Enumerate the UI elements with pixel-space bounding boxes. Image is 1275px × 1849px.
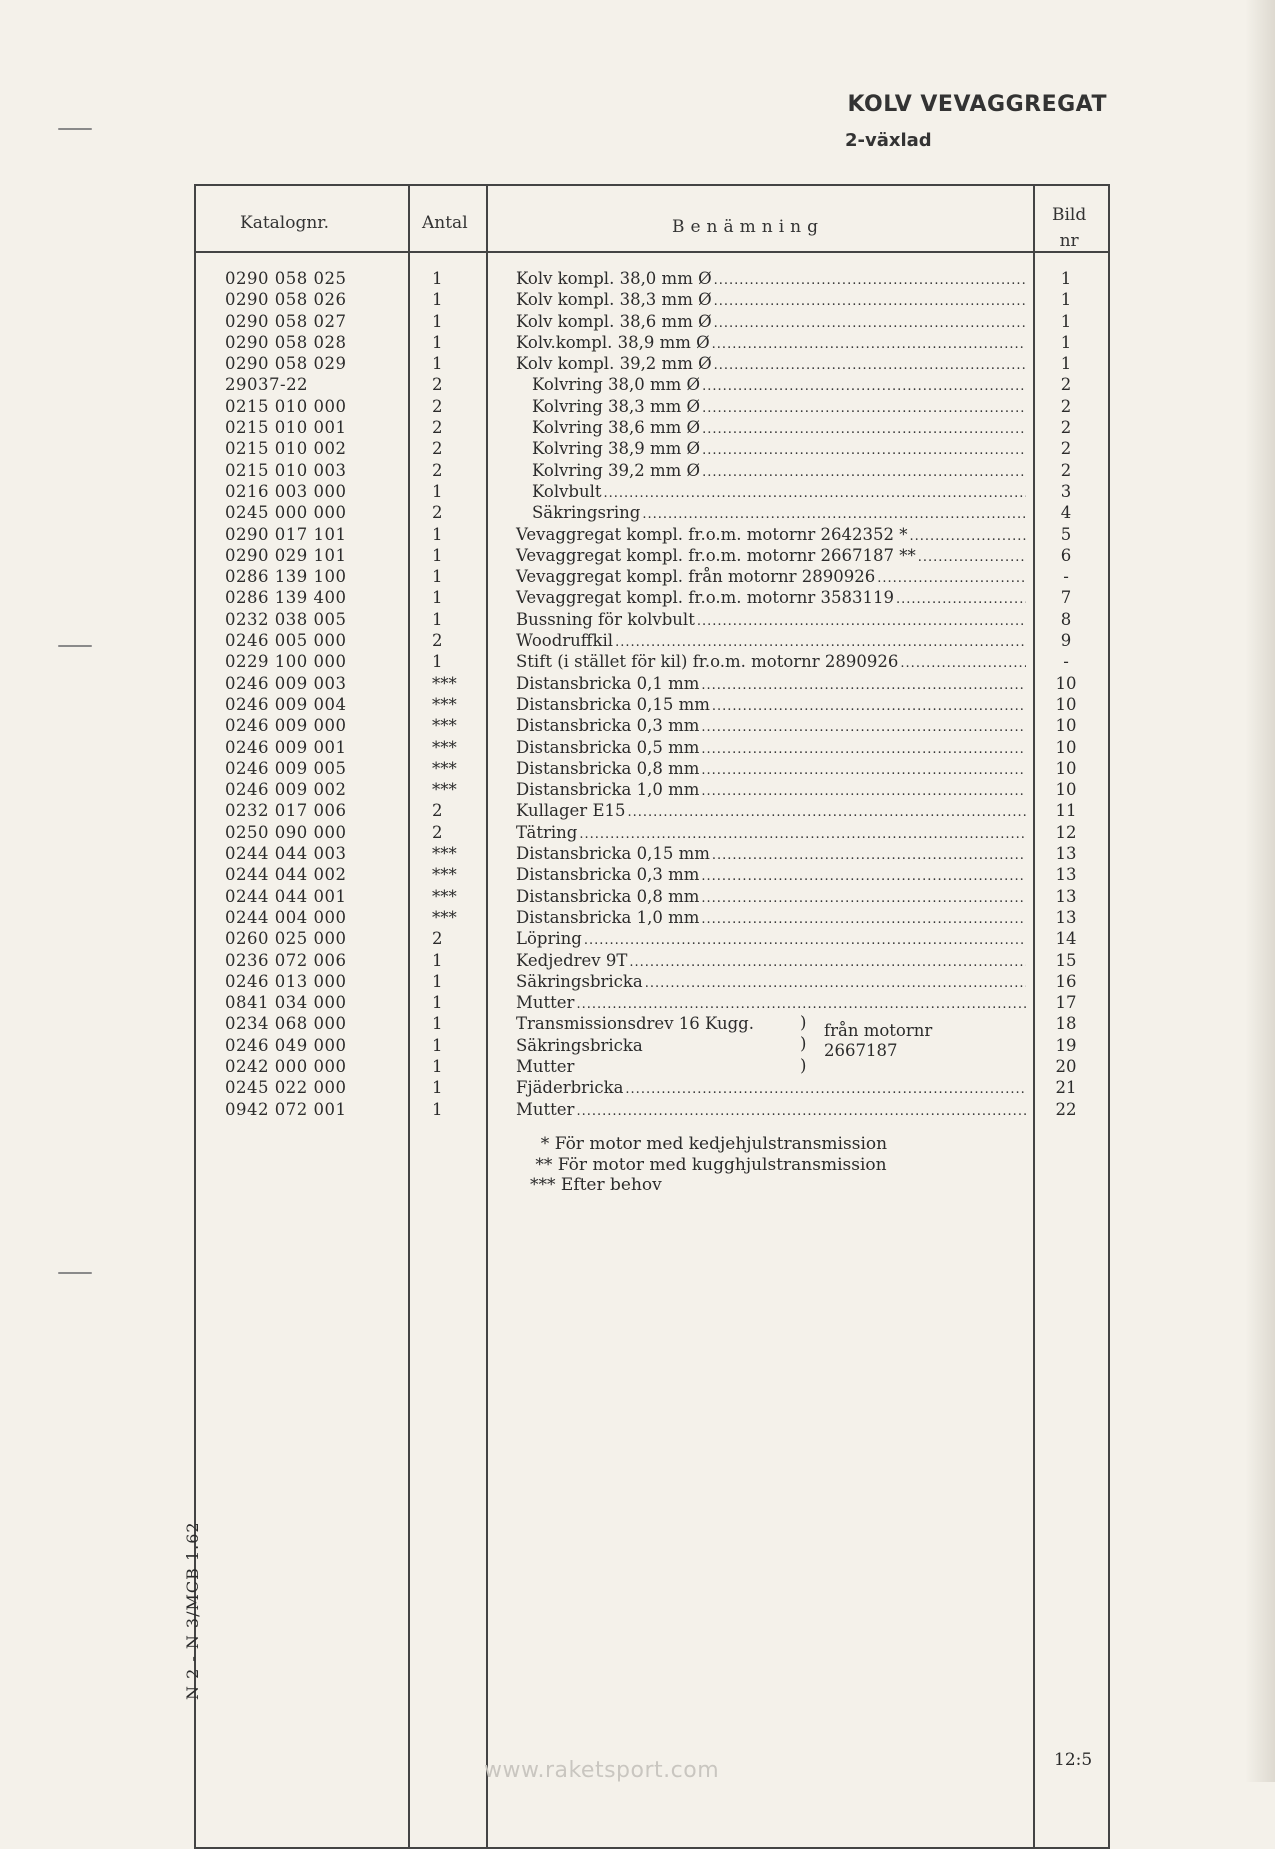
cell-benamning-text: Kolv.kompl. 38,9 mm Ø bbox=[516, 332, 710, 352]
cell-benamning bbox=[516, 950, 1026, 973]
table-row bbox=[0, 758, 1275, 779]
cell-katalognr: 0229 100 000 bbox=[225, 652, 347, 672]
leader-dots bbox=[712, 334, 1026, 355]
cell-benamning bbox=[516, 907, 1026, 930]
cell-bild-nr: 1 bbox=[1060, 354, 1072, 374]
column-header-bild-line2: nr bbox=[1059, 231, 1079, 251]
table-row bbox=[0, 1077, 1275, 1098]
cell-benamning bbox=[532, 417, 1026, 440]
cell-benamning bbox=[516, 311, 1026, 334]
cell-benamning-text: Distansbricka 1,0 mm bbox=[516, 780, 700, 800]
cell-katalognr: 0246 005 000 bbox=[225, 631, 347, 651]
table-row bbox=[0, 737, 1275, 758]
leader-dots bbox=[702, 398, 1026, 419]
cell-katalognr: 0841 034 000 bbox=[225, 993, 347, 1013]
cell-katalognr: 0242 000 000 bbox=[225, 1056, 347, 1076]
cell-katalognr: 0246 009 000 bbox=[225, 716, 347, 736]
leader-dots bbox=[712, 845, 1026, 866]
cell-benamning bbox=[516, 800, 1026, 823]
cell-antal: 2 bbox=[432, 801, 443, 821]
cell-benamning-text: Kolvring 39,2 mm Ø bbox=[532, 460, 701, 480]
cell-benamning bbox=[516, 992, 1026, 1015]
cell-bild-nr: 22 bbox=[1055, 1099, 1077, 1119]
cell-bild-nr: 1 bbox=[1060, 290, 1072, 310]
cell-katalognr: 0260 025 000 bbox=[225, 929, 347, 949]
cell-benamning-text: Stift (i stället för kil) fr.o.m. motornr 2890926 bbox=[516, 652, 899, 672]
leader-dots bbox=[627, 802, 1026, 823]
cell-antal: 2 bbox=[432, 822, 443, 842]
cell-antal: 1 bbox=[432, 971, 443, 991]
cell-benamning bbox=[516, 715, 1026, 738]
cell-bild-nr: 1 bbox=[1060, 332, 1072, 352]
cell-katalognr: 0244 044 001 bbox=[225, 886, 347, 906]
cell-benamning bbox=[532, 460, 1026, 483]
cell-bild-nr: 14 bbox=[1055, 929, 1077, 949]
cell-bild-nr: 19 bbox=[1055, 1035, 1077, 1055]
cell-bild-nr: 10 bbox=[1055, 780, 1077, 800]
cell-katalognr: 0246 009 002 bbox=[225, 780, 347, 800]
cell-antal: 2 bbox=[432, 396, 443, 416]
leader-dots bbox=[701, 909, 1026, 930]
cell-bild-nr: 10 bbox=[1055, 716, 1077, 736]
table-row bbox=[0, 907, 1275, 928]
cell-benamning bbox=[516, 822, 1026, 845]
cell-antal: 1 bbox=[432, 993, 443, 1013]
cell-benamning bbox=[516, 609, 1026, 632]
column-header-bild bbox=[1052, 202, 1086, 254]
cell-benamning-text: Mutter bbox=[516, 993, 575, 1013]
leader-dots bbox=[697, 611, 1026, 632]
cell-bild-nr: 20 bbox=[1055, 1056, 1077, 1076]
leader-dots bbox=[584, 930, 1026, 951]
cell-antal: 1 bbox=[432, 290, 443, 310]
cell-benamning bbox=[516, 694, 1026, 717]
table-row bbox=[0, 630, 1275, 651]
bracket-note-line1: från motornr bbox=[824, 1021, 933, 1040]
cell-benamning bbox=[516, 268, 1026, 291]
cell-bild-nr: 8 bbox=[1060, 609, 1072, 629]
cell-benamning-text: Vevaggregat kompl. från motornr 2890926 bbox=[516, 567, 876, 587]
cell-benamning-text: Kolvring 38,3 mm Ø bbox=[532, 396, 701, 416]
cell-benamning bbox=[516, 864, 1026, 887]
cell-benamning bbox=[516, 630, 1026, 653]
cell-katalognr: 0246 009 003 bbox=[225, 673, 347, 693]
cell-antal: *** bbox=[432, 716, 457, 736]
table-row bbox=[0, 460, 1275, 481]
cell-katalognr: 0246 009 004 bbox=[225, 694, 347, 714]
cell-bild-nr: 10 bbox=[1055, 758, 1077, 778]
table-row bbox=[0, 502, 1275, 523]
cell-antal: 1 bbox=[432, 1035, 443, 1055]
cell-antal: 1 bbox=[432, 481, 443, 501]
cell-benamning-text: Distansbricka 0,8 mm bbox=[516, 886, 700, 906]
cell-benamning bbox=[532, 438, 1026, 461]
cell-antal: 1 bbox=[432, 609, 443, 629]
cell-benamning bbox=[532, 374, 1026, 397]
cell-bild-nr: 15 bbox=[1055, 950, 1077, 970]
cell-benamning bbox=[516, 524, 1026, 547]
cell-benamning-text: Kolvring 38,6 mm Ø bbox=[532, 418, 701, 438]
table-row bbox=[0, 651, 1275, 672]
cell-katalognr: 0246 013 000 bbox=[225, 971, 347, 991]
cell-bild-nr: 16 bbox=[1055, 971, 1077, 991]
cell-benamning bbox=[516, 289, 1026, 312]
cell-antal: 1 bbox=[432, 524, 443, 544]
cell-antal: 1 bbox=[432, 545, 443, 565]
table-row bbox=[0, 545, 1275, 566]
cell-antal: *** bbox=[432, 886, 457, 906]
cell-bild-nr: 1 bbox=[1060, 269, 1072, 288]
table-row bbox=[0, 779, 1275, 800]
cell-benamning bbox=[516, 566, 1026, 589]
cell-bild-nr: 12 bbox=[1055, 822, 1077, 842]
cell-katalognr: 0246 009 001 bbox=[225, 737, 347, 757]
cell-bild-nr: 11 bbox=[1055, 801, 1077, 821]
cell-antal: 1 bbox=[432, 1056, 443, 1076]
cell-bild-nr: 18 bbox=[1055, 1014, 1077, 1034]
cell-benamning bbox=[532, 481, 1026, 504]
cell-benamning bbox=[532, 502, 1026, 525]
leader-dots bbox=[900, 653, 1026, 674]
cell-antal: 2 bbox=[432, 439, 443, 459]
cell-antal: *** bbox=[432, 737, 457, 757]
table-row bbox=[0, 289, 1275, 310]
cell-benamning-text: Tätring bbox=[516, 822, 578, 842]
cell-benamning-text: Distansbricka 0,3 mm bbox=[516, 716, 700, 736]
cell-benamning-text: Säkringsbricka bbox=[516, 1035, 643, 1055]
cell-katalognr: 0244 044 002 bbox=[225, 865, 347, 885]
leader-dots bbox=[910, 526, 1026, 547]
cell-antal: *** bbox=[432, 780, 457, 800]
cell-katalognr: 0215 010 002 bbox=[225, 439, 347, 459]
leader-dots bbox=[702, 440, 1026, 461]
cell-bild-nr: 17 bbox=[1055, 993, 1077, 1013]
column-header-bild-line1: Bild bbox=[1052, 205, 1087, 225]
cell-katalognr: 0215 010 003 bbox=[225, 460, 347, 480]
column-header-katalognr: Katalognr. bbox=[240, 213, 329, 233]
table-row bbox=[0, 694, 1275, 715]
cell-antal: 2 bbox=[432, 418, 443, 438]
cell-katalognr: 0286 139 400 bbox=[225, 588, 347, 608]
cell-katalognr: 0942 072 001 bbox=[225, 1099, 347, 1119]
cell-katalognr: 0290 058 025 bbox=[225, 269, 347, 288]
cell-benamning-text: Kolvbult bbox=[532, 481, 602, 501]
cell-benamning-text: Transmissionsdrev 16 Kugg. bbox=[516, 1014, 754, 1034]
page-title: KOLV VEVAGGREGAT bbox=[847, 92, 1107, 117]
cell-benamning-text: Bussning för kolvbult bbox=[516, 609, 695, 629]
leader-dots bbox=[702, 462, 1026, 483]
cell-benamning bbox=[516, 1013, 1026, 1034]
cell-benamning-text: Löpring bbox=[516, 929, 582, 949]
cell-benamning-text: Distansbricka 0,15 mm bbox=[516, 694, 710, 714]
footnote: * För motor med kedjehjulstransmission bbox=[530, 1134, 888, 1154]
cell-benamning-text: Distansbricka 1,0 mm bbox=[516, 907, 700, 927]
cell-antal: 1 bbox=[432, 1078, 443, 1098]
cell-katalognr: 0290 058 026 bbox=[225, 290, 347, 310]
cell-benamning-text: Vevaggregat kompl. fr.o.m. motornr 3583119 bbox=[516, 588, 895, 608]
cell-bild-nr: 2 bbox=[1060, 375, 1072, 395]
table-body bbox=[0, 268, 1275, 1120]
table-row bbox=[0, 374, 1275, 395]
cell-antal: 1 bbox=[432, 269, 443, 288]
table-row bbox=[0, 396, 1275, 417]
leader-dots bbox=[714, 355, 1026, 376]
cell-benamning bbox=[516, 332, 1026, 355]
leader-dots bbox=[712, 696, 1026, 717]
cell-benamning-text: Kolvring 38,0 mm Ø bbox=[532, 375, 701, 395]
table-row bbox=[0, 268, 1275, 289]
leader-dots bbox=[701, 675, 1026, 696]
table-row bbox=[0, 587, 1275, 608]
cell-katalognr: 0216 003 000 bbox=[225, 481, 347, 501]
leader-dots bbox=[701, 781, 1026, 802]
cell-benamning-text: Mutter bbox=[516, 1056, 575, 1076]
cell-benamning-text: Kolvring 38,9 mm Ø bbox=[532, 439, 701, 459]
table-row bbox=[0, 353, 1275, 374]
table-row bbox=[0, 822, 1275, 843]
cell-antal: 1 bbox=[432, 332, 443, 352]
table-row bbox=[0, 715, 1275, 736]
leader-dots bbox=[701, 760, 1026, 781]
table-row bbox=[0, 673, 1275, 694]
cell-benamning bbox=[516, 651, 1026, 674]
cell-bild-nr: 2 bbox=[1060, 460, 1072, 480]
cell-benamning bbox=[516, 1099, 1026, 1122]
cell-benamning bbox=[516, 673, 1026, 696]
cell-antal: 1 bbox=[432, 950, 443, 970]
cell-antal: 2 bbox=[432, 503, 443, 523]
leader-dots bbox=[701, 866, 1026, 887]
leader-dots bbox=[615, 632, 1026, 653]
cell-benamning bbox=[516, 971, 1026, 994]
cell-benamning bbox=[532, 396, 1026, 419]
cell-antal: 2 bbox=[432, 375, 443, 395]
cell-katalognr: 0244 004 000 bbox=[225, 907, 347, 927]
cell-antal: 2 bbox=[432, 460, 443, 480]
cell-bild-nr: 10 bbox=[1055, 737, 1077, 757]
cell-katalognr: 0246 009 005 bbox=[225, 758, 347, 778]
leader-dots bbox=[896, 589, 1026, 610]
table-row bbox=[0, 609, 1275, 630]
cell-bild-nr: 13 bbox=[1055, 844, 1077, 864]
cell-antal: *** bbox=[432, 758, 457, 778]
cell-antal: 2 bbox=[432, 929, 443, 949]
cell-bild-nr: 10 bbox=[1055, 673, 1077, 693]
leader-dots bbox=[918, 547, 1026, 568]
footnote: ** För motor med kugghjulstransmission bbox=[530, 1154, 887, 1175]
cell-benamning-text: Fjäderbricka bbox=[516, 1078, 624, 1098]
cell-benamning bbox=[516, 928, 1026, 951]
table-row bbox=[0, 332, 1275, 353]
leader-dots bbox=[579, 824, 1026, 845]
cell-bild-nr: 10 bbox=[1055, 694, 1077, 714]
table-row bbox=[0, 992, 1275, 1013]
cell-katalognr: 29037-22 bbox=[225, 375, 309, 395]
cell-katalognr: 0215 010 001 bbox=[225, 418, 347, 438]
column-header-benamning: Benämning bbox=[672, 217, 824, 237]
cell-bild-nr: 2 bbox=[1060, 439, 1072, 459]
cell-antal: 1 bbox=[432, 1099, 443, 1119]
leader-dots bbox=[629, 952, 1026, 973]
cell-katalognr: 0234 068 000 bbox=[225, 1014, 347, 1034]
cell-benamning-text: Distansbricka 0,8 mm bbox=[516, 758, 700, 778]
cell-bild-nr: - bbox=[1063, 652, 1069, 672]
cell-antal: *** bbox=[432, 673, 457, 693]
leader-dots bbox=[702, 419, 1026, 440]
cell-bild-nr: 2 bbox=[1060, 396, 1072, 416]
table-row bbox=[0, 1099, 1275, 1120]
table-row bbox=[0, 417, 1275, 438]
cell-benamning-text: Kolv kompl. 39,2 mm Ø bbox=[516, 354, 712, 374]
cell-benamning-text: Distansbricka 0,5 mm bbox=[516, 737, 700, 757]
cell-bild-nr: 2 bbox=[1060, 418, 1072, 438]
leader-dots bbox=[701, 717, 1026, 738]
cell-benamning-text: Woodruffkil bbox=[516, 631, 614, 651]
cell-antal: *** bbox=[432, 844, 457, 864]
cell-antal: 1 bbox=[432, 652, 443, 672]
table-row bbox=[0, 1056, 1275, 1077]
binder-hole-mark bbox=[58, 128, 92, 130]
leader-dots bbox=[877, 568, 1026, 589]
page-number: 12:5 bbox=[1054, 1750, 1093, 1770]
leader-dots bbox=[714, 313, 1026, 334]
cell-benamning-text: Distansbricka 0,1 mm bbox=[516, 673, 700, 693]
table-row bbox=[0, 843, 1275, 864]
cell-benamning-text: Kolv kompl. 38,0 mm Ø bbox=[516, 269, 712, 288]
footnote: *** Efter behov bbox=[530, 1175, 662, 1195]
page-subtitle: 2-växlad bbox=[845, 130, 932, 151]
cell-bild-nr: 7 bbox=[1060, 588, 1072, 608]
cell-benamning bbox=[516, 1035, 1026, 1056]
cell-bild-nr: 21 bbox=[1055, 1078, 1077, 1098]
watermark: www.raketsport.com bbox=[484, 1758, 720, 1783]
table-row bbox=[0, 1035, 1275, 1056]
cell-bild-nr: 13 bbox=[1055, 865, 1077, 885]
table-row bbox=[0, 438, 1275, 459]
cell-benamning bbox=[516, 1077, 1026, 1100]
cell-bild-nr: 9 bbox=[1060, 631, 1072, 651]
binder-hole-mark bbox=[58, 1272, 92, 1274]
side-reference: N 2 - N 3/MCB 1.62 bbox=[183, 1521, 202, 1700]
cell-antal: 1 bbox=[432, 567, 443, 587]
cell-bild-nr: 4 bbox=[1060, 503, 1072, 523]
cell-bild-nr: - bbox=[1063, 567, 1069, 587]
footnotes bbox=[530, 1134, 887, 1196]
cell-benamning-text: Säkringsbricka bbox=[516, 971, 643, 991]
cell-benamning-text: Vevaggregat kompl. fr.o.m. motornr 2667187 ** bbox=[516, 545, 916, 565]
cell-antal: 1 bbox=[432, 354, 443, 374]
table-row bbox=[0, 928, 1275, 949]
cell-antal: *** bbox=[432, 694, 457, 714]
cell-benamning bbox=[516, 886, 1026, 909]
cell-benamning-text: Kedjedrev 9T bbox=[516, 950, 628, 970]
cell-antal: 1 bbox=[432, 1014, 443, 1034]
table-row bbox=[0, 950, 1275, 971]
cell-katalognr: 0286 139 100 bbox=[225, 567, 347, 587]
cell-katalognr: 0290 017 101 bbox=[225, 524, 347, 544]
table-row bbox=[0, 886, 1275, 907]
table-row bbox=[0, 524, 1275, 545]
cell-antal: *** bbox=[432, 907, 457, 927]
cell-benamning-text: Distansbricka 0,15 mm bbox=[516, 844, 710, 864]
cell-benamning bbox=[516, 843, 1026, 866]
leader-dots bbox=[642, 504, 1026, 525]
cell-benamning-text: Distansbricka 0,3 mm bbox=[516, 865, 700, 885]
cell-katalognr: 0246 049 000 bbox=[225, 1035, 347, 1055]
cell-katalognr: 0232 038 005 bbox=[225, 609, 347, 629]
table-row bbox=[0, 1013, 1275, 1034]
cell-benamning-text: Säkringsring bbox=[532, 503, 641, 523]
cell-katalognr: 0290 058 029 bbox=[225, 354, 347, 374]
leader-dots bbox=[625, 1079, 1026, 1100]
cell-benamning bbox=[516, 779, 1026, 802]
cell-katalognr: 0290 058 027 bbox=[225, 311, 347, 331]
table-row bbox=[0, 800, 1275, 821]
cell-antal: 1 bbox=[432, 588, 443, 608]
header-divider bbox=[194, 251, 1110, 253]
table-row bbox=[0, 566, 1275, 587]
cell-katalognr: 0245 000 000 bbox=[225, 503, 347, 523]
leader-dots bbox=[576, 1101, 1026, 1122]
column-header-antal: Antal bbox=[422, 213, 468, 233]
cell-bild-nr: 13 bbox=[1055, 886, 1077, 906]
bracket-marks: ) ) ) bbox=[800, 1013, 807, 1075]
cell-antal: *** bbox=[432, 865, 457, 885]
cell-katalognr: 0236 072 006 bbox=[225, 950, 347, 970]
cell-benamning bbox=[516, 1056, 1026, 1077]
table-row bbox=[0, 971, 1275, 992]
cell-benamning bbox=[516, 758, 1026, 781]
cell-bild-nr: 1 bbox=[1060, 311, 1072, 331]
table-row bbox=[0, 481, 1275, 502]
cell-benamning-text: Kullager E15 bbox=[516, 801, 626, 821]
cell-katalognr: 0244 044 003 bbox=[225, 844, 347, 864]
leader-dots bbox=[714, 291, 1026, 312]
cell-benamning bbox=[516, 545, 1026, 568]
cell-antal: 2 bbox=[432, 631, 443, 651]
cell-benamning-text: Kolv kompl. 38,6 mm Ø bbox=[516, 311, 712, 331]
cell-katalognr: 0290 058 028 bbox=[225, 332, 347, 352]
cell-bild-nr: 6 bbox=[1060, 545, 1072, 565]
cell-bild-nr: 3 bbox=[1060, 481, 1072, 501]
cell-katalognr: 0290 029 101 bbox=[225, 545, 347, 565]
cell-bild-nr: 5 bbox=[1060, 524, 1072, 544]
cell-benamning bbox=[516, 737, 1026, 760]
cell-katalognr: 0245 022 000 bbox=[225, 1078, 347, 1098]
leader-dots bbox=[645, 973, 1026, 994]
cell-benamning-text: Kolv kompl. 38,3 mm Ø bbox=[516, 290, 712, 310]
cell-benamning-text: Mutter bbox=[516, 1099, 575, 1119]
table-row bbox=[0, 311, 1275, 332]
cell-benamning bbox=[516, 587, 1026, 610]
leader-dots bbox=[702, 376, 1026, 397]
leader-dots bbox=[714, 270, 1026, 291]
bracket-note-line2: 2667187 bbox=[824, 1041, 898, 1060]
cell-katalognr: 0232 017 006 bbox=[225, 801, 347, 821]
cell-bild-nr: 13 bbox=[1055, 907, 1077, 927]
cell-benamning bbox=[516, 353, 1026, 376]
leader-dots bbox=[604, 483, 1026, 504]
leader-dots bbox=[701, 739, 1026, 760]
cell-katalognr: 0215 010 000 bbox=[225, 396, 347, 416]
cell-katalognr: 0250 090 000 bbox=[225, 822, 347, 842]
cell-antal: 1 bbox=[432, 311, 443, 331]
table-row bbox=[0, 864, 1275, 885]
cell-benamning-text: Vevaggregat kompl. fr.o.m. motornr 2642352 * bbox=[516, 524, 908, 544]
bracket-note bbox=[824, 1021, 932, 1061]
leader-dots bbox=[701, 888, 1026, 909]
